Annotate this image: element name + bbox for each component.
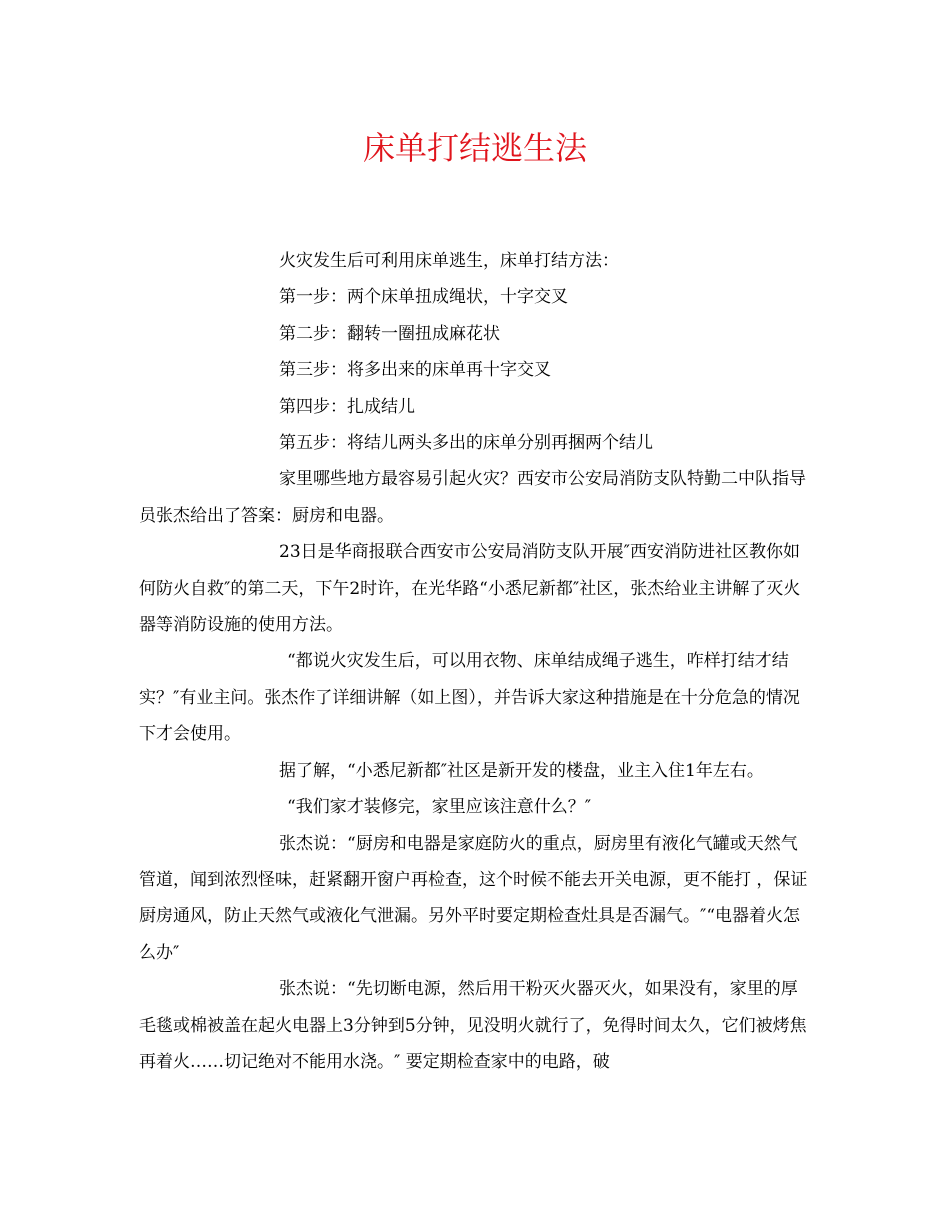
paragraph: 张杰说：“厨房和电器是家庭防火的重点，厨房里有液化气罐或天然气管道，闻到浓烈怪味，赶紧翻开窗户再检查，这个时候不能去开关电源，更不能打 ，保证厨房通风，防止天然气或液化气泄漏。另外平时要定期检查灶具是否漏气。″“电器着火怎么办″ — [139, 833, 808, 963]
paragraph: 据了解，“小悉尼新都″社区是新开发的楼盘，业主入住1年左右。 — [279, 760, 764, 781]
paragraph: 第一步：两个床单扭成绳状，十字交叉 — [279, 287, 568, 308]
paragraph: 第二步：翻转一圈扭成麻花状 — [279, 323, 500, 344]
document-title: 床单打结逃生法 — [362, 129, 587, 167]
paragraph: 火灾发生后可利用床单逃生，床单打结方法： — [279, 251, 619, 271]
paragraph: “我们家才装修完，家里应该注意什么？″ — [287, 797, 592, 818]
paragraph: “都说火灾发生后，可以用衣物、床单结成绳子逃生，咋样打结才结实？″有业主问。张杰作了详细讲解（如上图），并告诉大家这种措施是在十分危急的情况下才会使用。 — [139, 651, 800, 745]
paragraph: 家里哪些地方最容易引起火灾？西安市公安局消防支队特勤二中队指导员张杰给出了答案：厨房和电器。 — [139, 469, 806, 526]
paragraph: 第四步：扎成结儿 — [279, 396, 415, 417]
paragraph: 23日是华商报联合西安市公安局消防支队开展″西安消防进社区教你如何防火自救″的第二天，下午2时许，在光华路“小悉尼新都″社区，张杰给业主讲解了灭火器等消防设施的使用方法。 — [139, 542, 801, 636]
paragraph: 第三步：将多出来的床单再十字交叉 — [279, 360, 551, 381]
document-body — [139, 243, 811, 1080]
paragraph: 张杰说：“先切断电源，然后用干粉灭火器灭火，如果没有，家里的厚毛毯或棉被盖在起火电器上3分钟到5分钟，见没明火就行了，免得时间太久，它们被烤焦再着火……切记绝对不能用水浇。″ 要定期检查家中的电路，破 — [139, 979, 807, 1072]
paragraph: 第五步：将结儿两头多出的床单分别再捆两个结儿 — [279, 433, 653, 454]
